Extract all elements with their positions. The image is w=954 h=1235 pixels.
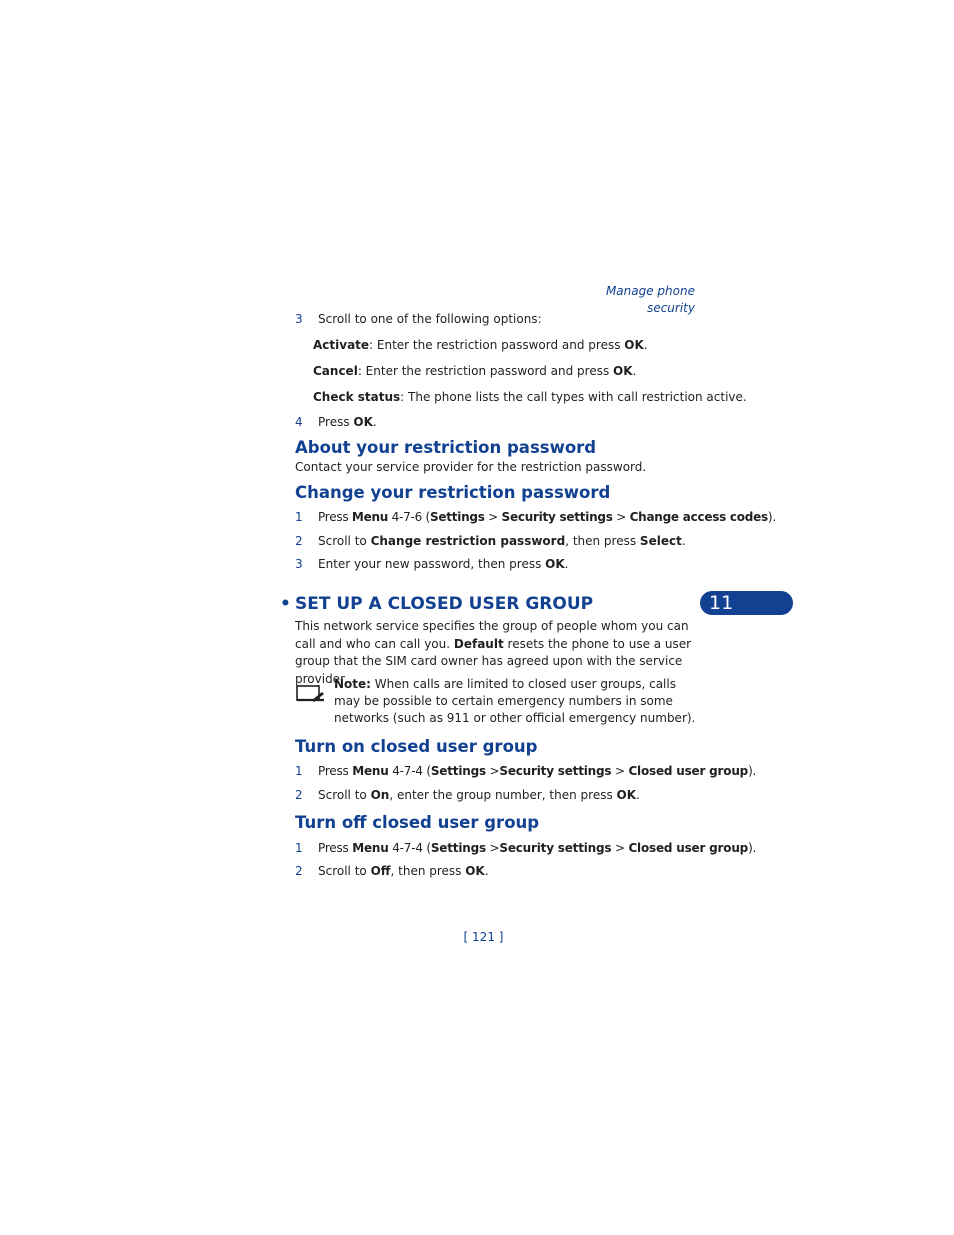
step-text: Scroll to On, enter the group number, then press OK. bbox=[318, 788, 640, 802]
step-number: 2 bbox=[295, 864, 303, 878]
step-text: Press Menu 4-7-6 (Settings > Security settings > Change access codes). bbox=[318, 510, 776, 524]
step-text: Scroll to Off, then press OK. bbox=[318, 864, 489, 878]
about-password-text: Contact your service provider for the restriction password. bbox=[295, 460, 647, 474]
step-text: Press Menu 4-7-4 (Settings >Security settings > Closed user group). bbox=[318, 841, 757, 855]
step-text: Enter your new password, then press OK. bbox=[318, 557, 569, 571]
page-number: [ 121 ] bbox=[463, 930, 504, 944]
step-text: Press OK. bbox=[318, 415, 377, 429]
closed-group-intro: This network service specifies the group of people whom you can call and who can call you. Default resets the phone to use a user group that the SIM card owner has agreed upon with the service provider. bbox=[295, 619, 692, 686]
section-heading-about-password: About your restriction password bbox=[295, 438, 597, 457]
chapter-number: 11 bbox=[709, 592, 734, 614]
section-heading-turn-on: Turn on closed user group bbox=[295, 737, 538, 756]
step-number: 3 bbox=[295, 557, 303, 571]
running-header: Manage phone security bbox=[605, 284, 695, 315]
option-activate: Activate: Enter the restriction password and press OK. bbox=[313, 338, 648, 352]
note-icon bbox=[296, 684, 326, 704]
step-number: 2 bbox=[295, 788, 303, 802]
section-heading-closed-group: SET UP A CLOSED USER GROUP bbox=[295, 594, 594, 614]
step-number: 1 bbox=[295, 764, 303, 778]
step-number: 4 bbox=[295, 415, 303, 429]
option-check-status: Check status: The phone lists the call types with call restriction active. bbox=[313, 390, 747, 404]
step-number: 1 bbox=[295, 841, 303, 855]
step-number: 1 bbox=[295, 510, 303, 524]
option-cancel: Cancel: Enter the restriction password and press OK. bbox=[313, 364, 637, 378]
note-text: Note: When calls are limited to closed user groups, calls may be possible to certain emergency numbers in some networks (such as 911 or other official emergency number). bbox=[334, 677, 696, 725]
step-number: 2 bbox=[295, 534, 303, 548]
step-text: Scroll to one of the following options: bbox=[318, 312, 542, 326]
step-text: Press Menu 4-7-4 (Settings >Security settings > Closed user group). bbox=[318, 764, 757, 778]
section-heading-turn-off: Turn off closed user group bbox=[295, 813, 540, 832]
chapter-tab bbox=[700, 591, 793, 615]
section-bullet: • bbox=[280, 594, 291, 614]
step-number: 3 bbox=[295, 312, 303, 326]
section-heading-change-password: Change your restriction password bbox=[295, 483, 611, 502]
step-text: Scroll to Change restriction password, then press Select. bbox=[318, 534, 686, 548]
